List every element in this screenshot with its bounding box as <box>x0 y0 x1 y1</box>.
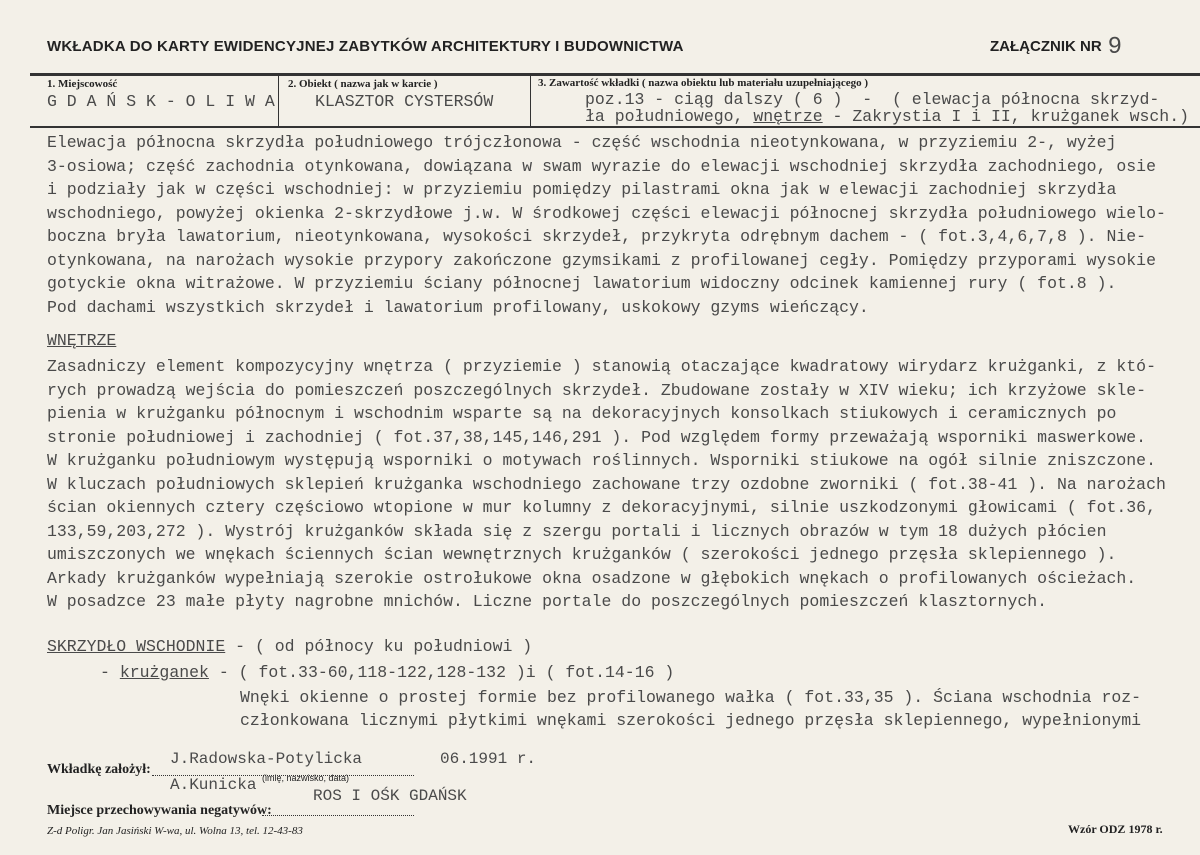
cloister-line <box>100 663 674 683</box>
heading-interior: WNĘTRZE <box>47 331 117 350</box>
negatives-label: Miejsce przechowywania negatywów: <box>47 803 272 818</box>
content-label: 3. Zawartość wkładki ( nazwa obiektu lub materiału uzupełniającego ) <box>538 77 869 89</box>
cloister-prefix: - <box>100 663 120 682</box>
body-text-line: wschodniego, powyżej okienka 2-skrzydłowe j.w. W środkowej części elewacji północnej skrzydła południowego wielo- <box>47 203 1166 223</box>
body-text-line: W kluczach południowych sklepień krużganka wschodniego zachowane trzy ozdobne zworniki ( fot.38-41 ). Na narożach <box>47 474 1166 494</box>
body-text-line: W posadzce 23 małe płyty nagrobne mnichów. Liczne portale do poszczególnych pomieszczeń klasztornych. <box>47 592 1048 611</box>
date: 06.1991 r. <box>440 750 537 768</box>
annex-number: 9 <box>1107 34 1123 61</box>
annex-label <box>990 34 1122 61</box>
body-text-line: Arkady krużganków wypełniają szerokie ostrołukowe okna osadzone w głębokich wnękach o profilowanych ościeżach. <box>47 568 1137 588</box>
body-text-line: boczna bryła lawatorium, nieotynkowana, wysokości skrzydeł, przykryta odrębnym dachem - ( fot.3,4,6,7,8 ). Nie- <box>47 227 1147 246</box>
body-text-line: otynkowana, na narożach wysokie przypory zakończone gzymsikami z profilowanej cegły. Pomiędzy przyporami wysokie <box>47 250 1156 270</box>
top-rule <box>30 73 1200 76</box>
heading-east-label: SKRZYDŁO WSCHODNIE <box>47 637 226 656</box>
annex-label-text: ZAŁĄCZNIK NR <box>990 38 1102 55</box>
body-text-line: pienia w krużganku północnym i wschodnim wsparte są na dekoracyjnych konsolkach stiukowych i ceramicznych po <box>47 404 1117 423</box>
body-text-line: 3-osiowa; część zachodnia otynkowana, dowiązana w swam wyrazie do elewacji wschodniej skrzydła zachodniego, osie <box>47 156 1156 176</box>
body-text-line: Wnęki okienne o prostej formie bez profilowanego wałka ( fot.33,35 ). Ściana wschodnia roz- <box>240 688 1142 707</box>
form-code: Wzór ODZ 1978 r. <box>1068 822 1163 836</box>
place-label: 1. Miejscowość <box>47 78 118 90</box>
form-title: WKŁADKA DO KARTY EWIDENCYJNEJ ZABYTKÓW ARCHITEKTURY I BUDOWNICTWA <box>47 38 684 55</box>
body-text-line: Zasadniczy element kompozycyjny wnętrza ( przyziemie ) stanowią otaczające kwadratowy wirydarz krużganki, z któ- <box>47 357 1156 376</box>
content-interior: wnętrze <box>753 107 823 126</box>
content-text: ła południowego, <box>585 107 754 126</box>
author-1: J.Radowska-Potylicka <box>170 750 363 768</box>
object-value: KLASZTOR CYSTERSÓW <box>315 92 494 111</box>
negatives-dotted-line <box>262 815 414 816</box>
body-text-line: gotyckie okna witrażowe. W przyziemiu ściany północnej lawatorium widoczny odcinek kamiennej rury ( fot.8 ). <box>47 274 1117 293</box>
author-hint: (imię, nazwisko, data) <box>262 773 350 783</box>
body-text-line: członkowana licznymi płytkimi wnękami szerokości jednego przęsła sklepiennego, wypełnionymi <box>240 711 1142 730</box>
printer-info: Z-d Poligr. Jan Jasiński W-wa, ul. Wolna 13, tel. 12-43-83 <box>47 825 303 837</box>
author-2: A.Kunicka <box>170 776 257 794</box>
body-text-line: stronie południowej i zachodniej ( fot.37,38,145,146,291 ). Pod względem formy przeważają wsporniki maswerkowe. <box>47 427 1147 447</box>
body-text-line: umiszczonych we wnękach ściennych ścian wewnętrznych krużganków ( szerokości jednego przęsła sklepiennego ). <box>47 545 1117 564</box>
content-line-2 <box>585 108 1189 125</box>
heading-east-rest: - ( od północy ku południowi ) <box>225 637 533 656</box>
cloister-rest: - ( fot.33-60,118-122,128-132 )i ( fot.14-16 ) <box>208 663 675 682</box>
content-line-1: poz.13 - ciąg dalszy ( 6 ) - ( elewacja północna skrzyd- <box>585 90 1160 109</box>
fields-bottom-rule <box>30 126 1200 128</box>
body-text-line: ścian okiennych cztery częściowo wtopione w mur kolumny z dekoracyjnymi, silnie uszkodzonymi głowicami ( fot.36, <box>47 498 1156 517</box>
body-text-line: Pod dachami wszystkich skrzydeł i lawatorium profilowany, uskokowy gzyms wieńczący. <box>47 297 869 317</box>
object-label: 2. Obiekt ( nazwa jak w karcie ) <box>288 78 438 90</box>
body-text-line: i podziały jak w części wschodniej: w przyziemiu pomiędzy pilastrami okna jak w elewacji zachodniej skrzydła <box>47 180 1117 199</box>
content-text: - Zakrystia I i II, krużganek wsch.) <box>822 107 1190 126</box>
cloister-label: krużganek <box>119 663 209 682</box>
body-text-line: rych prowadzą wejścia do pomieszczeń poszczególnych skrzydeł. Zbudowane zostały w XIV wieku; ich krzyżowe skle- <box>47 380 1147 400</box>
body-text-line: W krużganku południowym występują wsporniki o motywach roślinnych. Wsporniki stiukowe na ogół silnie zniszczone. <box>47 451 1156 470</box>
body-text-line: 133,59,203,272 ). Wystrój krużganków składa się z szergu portali i licznych obrazów w tym 18 dużych płócien <box>47 521 1107 541</box>
field-divider <box>530 76 531 126</box>
heading-east-wing <box>47 637 532 657</box>
body-text-line: Elewacja północna skrzydła południowego trójczłonowa - część wschodnia nieotynkowana, w przyziemiu 2-, wyżej <box>47 133 1117 152</box>
negatives-value: ROS I OŚK GDAŃSK <box>313 787 467 805</box>
place-value: G D A Ń S K - O L I W A <box>47 92 275 111</box>
field-divider <box>278 76 279 126</box>
author-label: Wkładkę założył: <box>47 762 151 777</box>
